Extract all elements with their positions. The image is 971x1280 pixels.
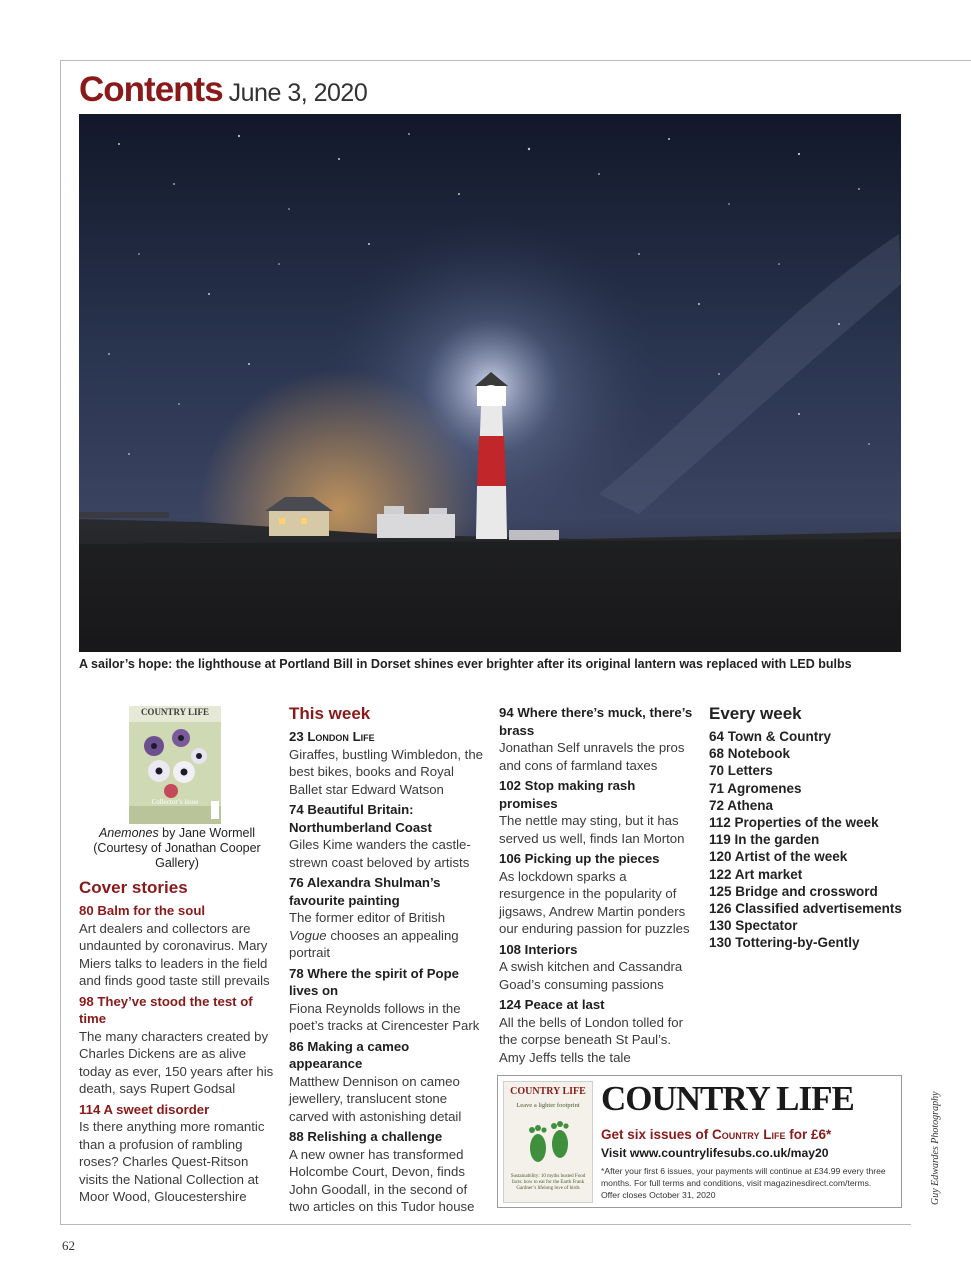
article-desc-part: chooses an appealing portrait [289, 927, 459, 960]
ad-magazine-cover [503, 1081, 593, 1203]
this-week-section [289, 704, 485, 1219]
ad-headline-part: Get six issues of [601, 1127, 713, 1142]
every-week-item[interactable]: 126 Classified advertisements [709, 901, 902, 917]
ad-cover-masthead: COUNTRY LIFE [510, 1086, 586, 1097]
article-item[interactable] [289, 1128, 485, 1216]
cover-story-title: 114 A sweet disorder [79, 1101, 210, 1117]
every-week-item[interactable]: 64 Town & Country [709, 729, 832, 744]
cover-artwork-title: Anemones [98, 826, 159, 840]
article-title: 108 Interiors [499, 941, 578, 957]
cover-story-item[interactable] [79, 1101, 275, 1206]
article-title: 74 Beautiful Britain: Northumberland Coast [289, 802, 432, 835]
features-column [499, 704, 695, 1069]
every-week-item[interactable]: 70 Letters [709, 763, 773, 779]
article-desc-emphasis: Vogue [289, 927, 327, 943]
ad-terms: *After your first 6 issues, your payments will continue at £34.99 every three months. For full terms and conditions, visit magazinesdirect.com/terms. Offer closes October 31, 2020 [601, 1166, 886, 1200]
article-item[interactable] [499, 996, 695, 1066]
cover-story-desc: Is there anything more romantic than a profusion of rambling roses? Charles Quest-Ritson visits the National Collection at Moor Wood, Gloucestershire [79, 1119, 265, 1204]
article-title: 88 Relishing a challenge [289, 1129, 443, 1144]
footprint-icon [518, 1118, 578, 1168]
article-title [289, 728, 485, 746]
article-desc: As lockdown sparks a resurgence in the popularity of jigsaws, Andrew Martin ponders our enduring passion for puzzles [499, 868, 690, 936]
article-item[interactable] [289, 728, 485, 798]
photo-credit: Guy Edwardes Photography [930, 1091, 941, 1205]
article-item[interactable] [499, 704, 695, 774]
every-week-item[interactable]: 130 Spectator [709, 918, 798, 934]
article-title: 78 Where the spirit of Pope lives on [289, 965, 460, 998]
cover-story-item[interactable] [79, 993, 275, 1098]
article-item[interactable] [289, 874, 485, 962]
article-item[interactable] [289, 965, 485, 1035]
every-week-item[interactable]: 119 In the garden [709, 832, 820, 848]
article-title: 106 Picking up the pieces [499, 851, 660, 866]
article-desc: Fiona Reynolds follows in the poet’s tracks at Cirencester Park [289, 1000, 480, 1033]
article-desc: A new owner has transformed Holcombe Court, Devon, finds John Goodall, in the second of two articles on this Tudor house [289, 1146, 475, 1214]
article-title: 102 Stop making rash promises [499, 778, 636, 811]
every-week-item[interactable]: 125 Bridge and crossword [709, 883, 878, 899]
article-desc: Giles Kime wanders the castle-strewn coast beloved by artists [289, 837, 471, 870]
hero-caption: A sailor’s hope: the lighthouse at Portland Bill in Dorset shines ever brighter after its original lantern was replaced with LED bulbs [79, 657, 852, 671]
subscription-ad[interactable] [497, 1075, 902, 1208]
cover-credit: (Courtesy of Jonathan Cooper Gallery) [93, 841, 261, 870]
cover-story-desc: Art dealers and collectors are undaunted by coronavirus. Mary Miers talks to leaders in the field and finds good taste still prevails [79, 920, 270, 988]
article-desc [289, 909, 485, 962]
frame-bottom-rule [60, 1224, 911, 1225]
ad-cover-tagline: Leave a lighter footprint [516, 1102, 580, 1109]
every-week-heading: Every week [709, 704, 802, 723]
article-title: 94 Where there’s muck, there’s brass [499, 705, 693, 738]
every-week-item[interactable]: 122 Art market [709, 866, 803, 882]
every-week-item[interactable]: 68 Notebook [709, 746, 791, 762]
cover-thumbnail-masthead: COUNTRY LIFE [140, 707, 210, 717]
cover-stories-section [79, 878, 275, 1209]
article-desc-part: The former editor of British [289, 910, 446, 925]
cover-thumbnail-cover-line: Collector’s issue [151, 798, 199, 806]
cover-story-title: 80 Balm for the soul [79, 903, 206, 918]
frame-top-rule [60, 60, 971, 61]
article-title-text: London Life [307, 729, 375, 744]
article-desc: The nettle may sting, but it has served us well, finds Ian Morton [499, 813, 685, 846]
cover-story-item[interactable] [79, 902, 275, 990]
article-item[interactable] [289, 1038, 485, 1126]
article-page-number: 23 [289, 729, 308, 744]
cover-story-desc: The many characters created by Charles Dickens are as alive today as ever, 150 years after his death, says Rupert Godsal [79, 1028, 274, 1096]
article-item[interactable] [289, 801, 485, 871]
cover-thumbnail [129, 706, 221, 824]
cover-artist: by Jane Wormell [158, 826, 256, 840]
page-number: 62 [62, 1238, 75, 1253]
page-title: Contents [79, 70, 223, 109]
cover-thumbnail-caption [79, 826, 275, 871]
cover-stories-heading: Cover stories [79, 878, 188, 897]
hero-photo-lighthouse [79, 114, 901, 652]
article-desc: Giraffes, bustling Wimbledon, the best bikes, books and Royal Ballet star Edward Watson [289, 746, 484, 797]
article-title: 76 Alexandra Shulman’s favourite painting [289, 875, 441, 908]
article-desc: Jonathan Self unravels the pros and cons of farmland taxes [499, 740, 685, 773]
article-title: 124 Peace at last [499, 997, 605, 1012]
frame-left-rule [60, 60, 61, 1225]
article-title: 86 Making a cameo appearance [289, 1038, 410, 1071]
ad-headline-part: for £6* [785, 1127, 832, 1142]
article-desc: Matthew Dennison on cameo jewellery, translucent stone carved with astonishing detail [289, 1073, 462, 1124]
cover-story-title: 98 They’ve stood the test of time [79, 993, 253, 1026]
article-desc: A swish kitchen and Cassandra Goad’s consuming passions [499, 959, 683, 992]
article-item[interactable] [499, 941, 695, 994]
ad-cover-lines: Sustainability: 10 myths busted Food facts: how to eat for the Earth Frank Gardner’s lifelong love of birds [510, 1174, 586, 1191]
every-week-section [709, 704, 909, 952]
every-week-item[interactable]: 130 Tottering-by-Gently [709, 935, 860, 951]
article-item[interactable] [499, 850, 695, 938]
issue-date: June 3, 2020 [228, 79, 368, 107]
page-header [79, 70, 367, 110]
every-week-item[interactable]: 120 Artist of the week [709, 849, 848, 865]
this-week-heading: This week [289, 704, 371, 723]
every-week-item[interactable]: 72 Athena [709, 797, 774, 813]
every-week-item[interactable]: 71 Agromenes [709, 780, 802, 796]
article-item[interactable] [499, 777, 695, 847]
ad-url-link[interactable]: Visit www.countrylifesubs.co.uk/may20 [601, 1146, 829, 1160]
article-desc: All the bells of London tolled for the corpse beneath St Paul’s. Amy Jeffs tells the tale [499, 1014, 684, 1065]
ad-headline-brand: Country Life [712, 1127, 786, 1142]
every-week-item[interactable]: 112 Properties of the week [709, 815, 879, 831]
ad-logo: COUNTRY LIFE [601, 1079, 854, 1118]
ad-headline [601, 1127, 831, 1142]
